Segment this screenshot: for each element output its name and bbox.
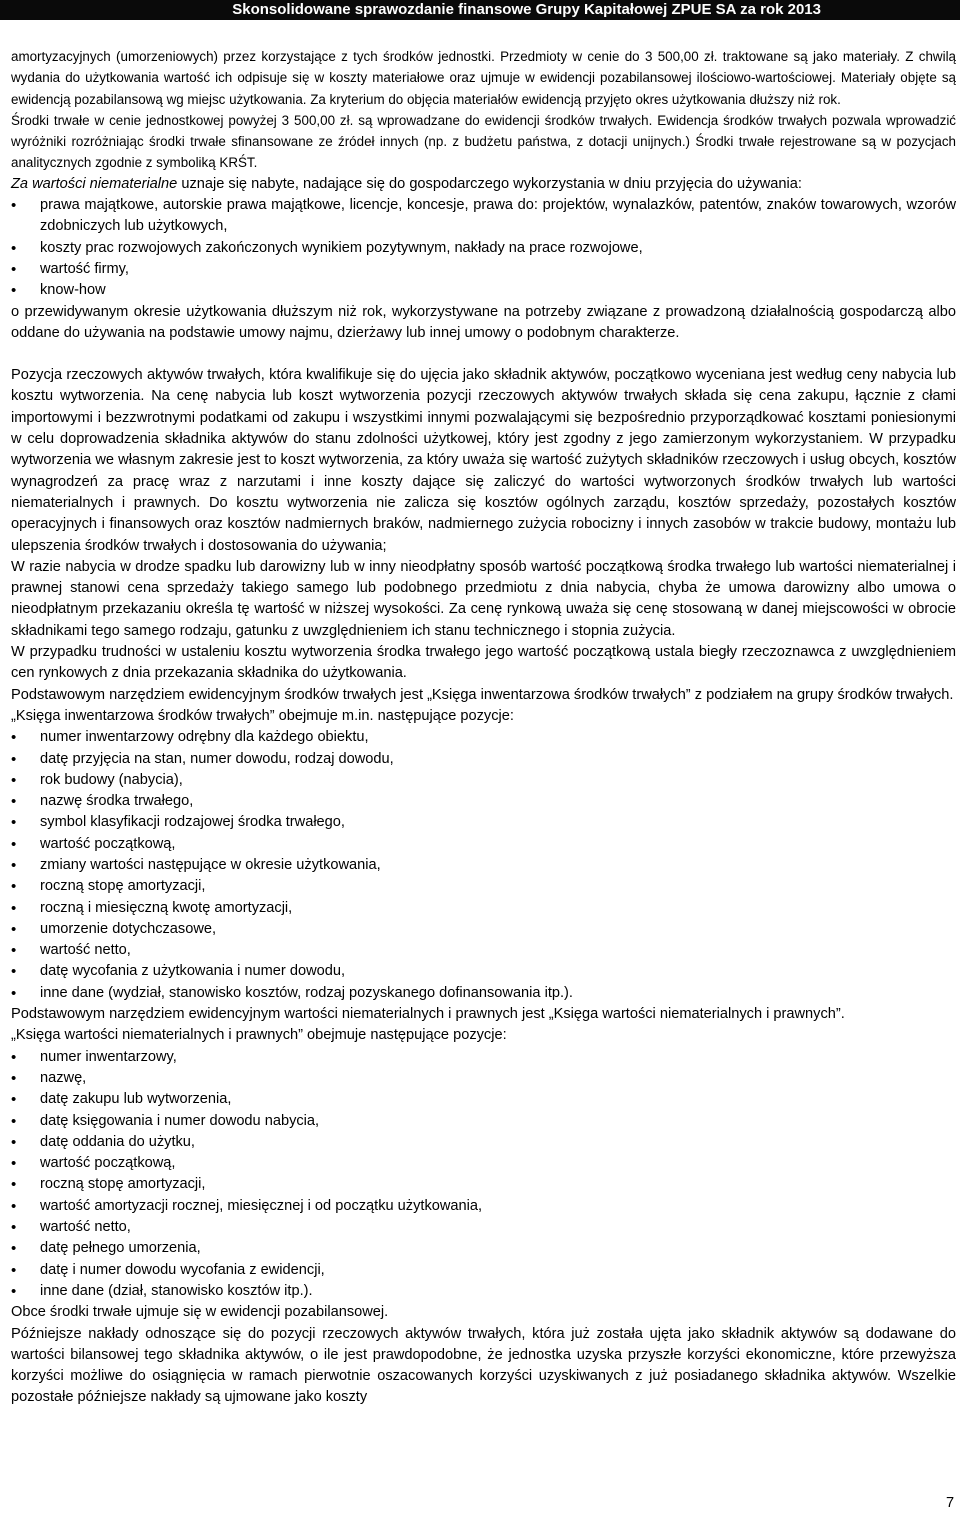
list-item: • wartość netto, xyxy=(11,1217,956,1238)
list-item: • nazwę, xyxy=(11,1068,956,1089)
list-item: • prawa majątkowe, autorskie prawa majątkowe, licencje, koncesje, prawa do: projektów, wynalazków, patentów, znaków towarowych, wzorów zdobniczych lub użytkowych, xyxy=(11,195,956,238)
paragraph-later-expenditure: Późniejsze nakłady odnoszące się do pozycji rzeczowych aktywów trwałych, która już została ujęta jako składnik aktywów są dodawane do wartości bilansowej tego składnika aktywów, o ile jest prawdopodobne, że jednostka uzyska przyszłe korzyści ekonomiczne, które przewyższa korzyści możliwe do osiągnięcia w ramach pierwotnie oszacowanych korzyści uzyskiwanych z już posiadanego składnika aktywów. Wszelkie pozostałe późniejsze nakłady są ujmowane jako koszty xyxy=(11,1325,956,1406)
list-item: • umorzenie dotychczasowe, xyxy=(11,919,956,940)
list-item: • roczną stopę amortyzacji, xyxy=(11,876,956,897)
list-item: • wartość początkową, xyxy=(11,834,956,855)
intangible-book-list xyxy=(11,1047,956,1303)
list-item: • know-how xyxy=(11,280,956,301)
list-item: • zmiany wartości następujące w okresie użytkowania, xyxy=(11,855,956,876)
list-item: • datę pełnego umorzenia, xyxy=(11,1238,956,1259)
paragraph-appraiser: W przypadku trudności w ustaleniu kosztu wytworzenia środka trwałego jego wartość początkową ustala biegły rzeczoznawca z uwzględnieniem cen rynkowych z dnia przekazania składnika do użytkowania. xyxy=(11,644,956,682)
list-item: • roczną stopę amortyzacji, xyxy=(11,1174,956,1195)
paragraph-valuation: Pozycja rzeczowych aktywów trwałych, która kwalifikuje się do ujęcia jako składnik aktywów, początkowo wyceniana jest według ceny nabycia lub kosztu wytworzenia. Na cenę nabycia lub koszt wytworzenia pozycji rzeczowych aktywów trwałych składa się cena zakupu, łącznie z cłami importowymi i bezzwrotnymi podatkami od zakupu i wszystkimi innymi pozwalającymi się bezpośrednio przyporządkować kosztami poniesionymi w celu doprowadzenia składnika aktywów do stanu zdolności użytkowej, który jest zgodny z jego zamierzonym wykorzystaniem. W przypadku wytworzenia we własnym zakresie jest to koszt wytworzenia, za który uważa się wartość zużytych składników rzeczowych i usług obcych, kosztów wynagrodzeń za pracę wraz z narzutami i inne koszty dające się zaliczyć do wartości wytworzonych środków trwałych lub wartości niematerialnych i prawnych. Do kosztu wytworzenia nie zalicza się kosztów ogólnych zarządu, kosztów sprzedaży, pozostałych kosztów operacyjnych i finansowych oraz kosztów nadmiernych braków, nadmiernego zużycia robocizny i innych zasobów w trakcie budowy, montażu lub ulepszenia środków trwałych i dostosowania do używania; xyxy=(11,367,956,554)
spacer xyxy=(11,344,956,365)
paragraph-intangible-book-intro: Podstawowym narzędziem ewidencyjnym wartości niematerialnych i prawnych jest „Księga wartości niematerialnych i prawnych”. xyxy=(11,1006,845,1023)
list-item: • nazwę środka trwałego, xyxy=(11,791,956,812)
intangible-list xyxy=(11,195,956,301)
list-item: • datę przyjęcia na stan, numer dowodu, rodzaj dowodu, xyxy=(11,749,956,770)
list-item: • koszty prac rozwojowych zakończonych wynikiem pozytywnym, nakłady na prace rozwojowe, xyxy=(11,238,956,259)
intangible-lead-rest: uznaje się nabyte, nadające się do gospodarczego wykorzystania w dniu przyjęcia do używania: xyxy=(177,175,802,192)
intangible-lead-italic: Za wartości niematerialne xyxy=(11,175,178,192)
paragraph-inventory-book-intro: Podstawowym narzędziem ewidencyjnym środków trwałych jest „Księga inwentarzowa środków trwałych” z podziałem na grupy środków trwałych. xyxy=(11,686,954,703)
list-item: • inne dane (dział, stanowisko kosztów itp.). xyxy=(11,1281,956,1302)
paragraph-intangible-after: o przewidywanym okresie użytkowania dłuższym niż rok, wykorzystywane na potrzeby związane z prowadzoną działalnością gospodarczą albo oddane do używania na podstawie umowy najmu, dzierżawy lub innej umowy o podobnym charakterze. xyxy=(11,303,956,341)
list-item: • inne dane (wydział, stanowisko kosztów, rodzaj pozyskanego dofinansowania itp.). xyxy=(11,983,956,1004)
list-item: • datę i numer dowodu wycofania z ewidencji, xyxy=(11,1260,956,1281)
paragraph-materials: amortyzacyjnych (umorzeniowych) przez korzystające z tych środków jednostki. Przedmioty w cenie do 3 500,00 zł. traktowane są jako materiały. Z chwilą wydania do użytkowania wartość ich odpisuje się w koszty materiałowe oraz ujmuje w ewidencji pozabilansowej ilościowo-wartościowej. Materiały objęte są ewidencją pozabilansową wg miejsc użytkowania. Za kryterium do objęcia materiałów ewidencją przyjęto okres użytkowania dłuższy niż rok. xyxy=(11,49,956,107)
page-number: 7 xyxy=(946,1495,955,1511)
list-item: • numer inwentarzowy, xyxy=(11,1047,956,1068)
list-item: • datę wycofania z użytkowania i numer dowodu, xyxy=(11,961,956,982)
paragraph-foreign-assets: Obce środki trwałe ujmuje się w ewidencji pozabilansowej. xyxy=(11,1304,389,1321)
list-item: • numer inwentarzowy odrębny dla każdego obiektu, xyxy=(11,727,956,748)
list-item: • wartość początkową, xyxy=(11,1153,956,1174)
list-item: • rok budowy (nabycia), xyxy=(11,770,956,791)
list-item: • symbol klasyfikacji rodzajowej środka trwałego, xyxy=(11,812,956,833)
document-header xyxy=(0,0,960,20)
list-item: • datę księgowania i numer dowodu nabycia, xyxy=(11,1111,956,1132)
paragraph-intangible-book-lead: „Księga wartości niematerialnych i prawnych” obejmuje następujące pozycje: xyxy=(11,1027,507,1044)
list-item: • datę oddania do użytku, xyxy=(11,1132,956,1153)
list-item: • wartość netto, xyxy=(11,940,956,961)
list-item: • roczną i miesięczną kwotę amortyzacji, xyxy=(11,898,956,919)
paragraph-donation: W razie nabycia w drodze spadku lub darowizny lub w inny nieodpłatny sposób wartość początkową środka trwałego lub wartości niematerialnej i prawnej stanowi cena sprzedaży takiego samego lub podobnego przedmiotu z dnia nabycia, chyba że umowa darowizny albo umowa o nieodpłatnym przekazaniu określa tę wartość w niższej wysokości. Za cenę rynkową uważa się cenę stosowaną w danej miejscowości w obrocie składnikami tego samego rodzaju, gatunku z uwzględnieniem ich stanu technicznego i stopnia zużycia. xyxy=(11,558,956,639)
paragraph-intangible-lead xyxy=(11,174,956,195)
list-item: • wartość amortyzacji rocznej, miesięcznej i od początku użytkowania, xyxy=(11,1196,956,1217)
document-body xyxy=(11,46,956,1409)
paragraph-fixed-assets-threshold: Środki trwałe w cenie jednostkowej powyżej 3 500,00 zł. są wprowadzane do ewidencji środków trwałych. Ewidencja środków trwałych pozwala wprowadzić wyróżniki rozróżniając środki trwałe sfinansowane ze źródeł innych (np. z budżetu państwa, z dotacji unijnych.) Środki trwałe rejestrowane są w pozycjach analitycznych zgodnie z symboliką KRŚT. xyxy=(11,112,956,171)
list-item: • wartość firmy, xyxy=(11,259,956,280)
document-title: Skonsolidowane sprawozdanie finansowe Grupy Kapitałowej ZPUE SA za rok 2013 xyxy=(232,1,821,18)
list-item: • datę zakupu lub wytworzenia, xyxy=(11,1089,956,1110)
fixed-assets-book-list xyxy=(11,727,956,1004)
paragraph-inventory-book-lead: „Księga inwentarzowa środków trwałych” obejmuje m.in. następujące pozycje: xyxy=(11,707,514,724)
